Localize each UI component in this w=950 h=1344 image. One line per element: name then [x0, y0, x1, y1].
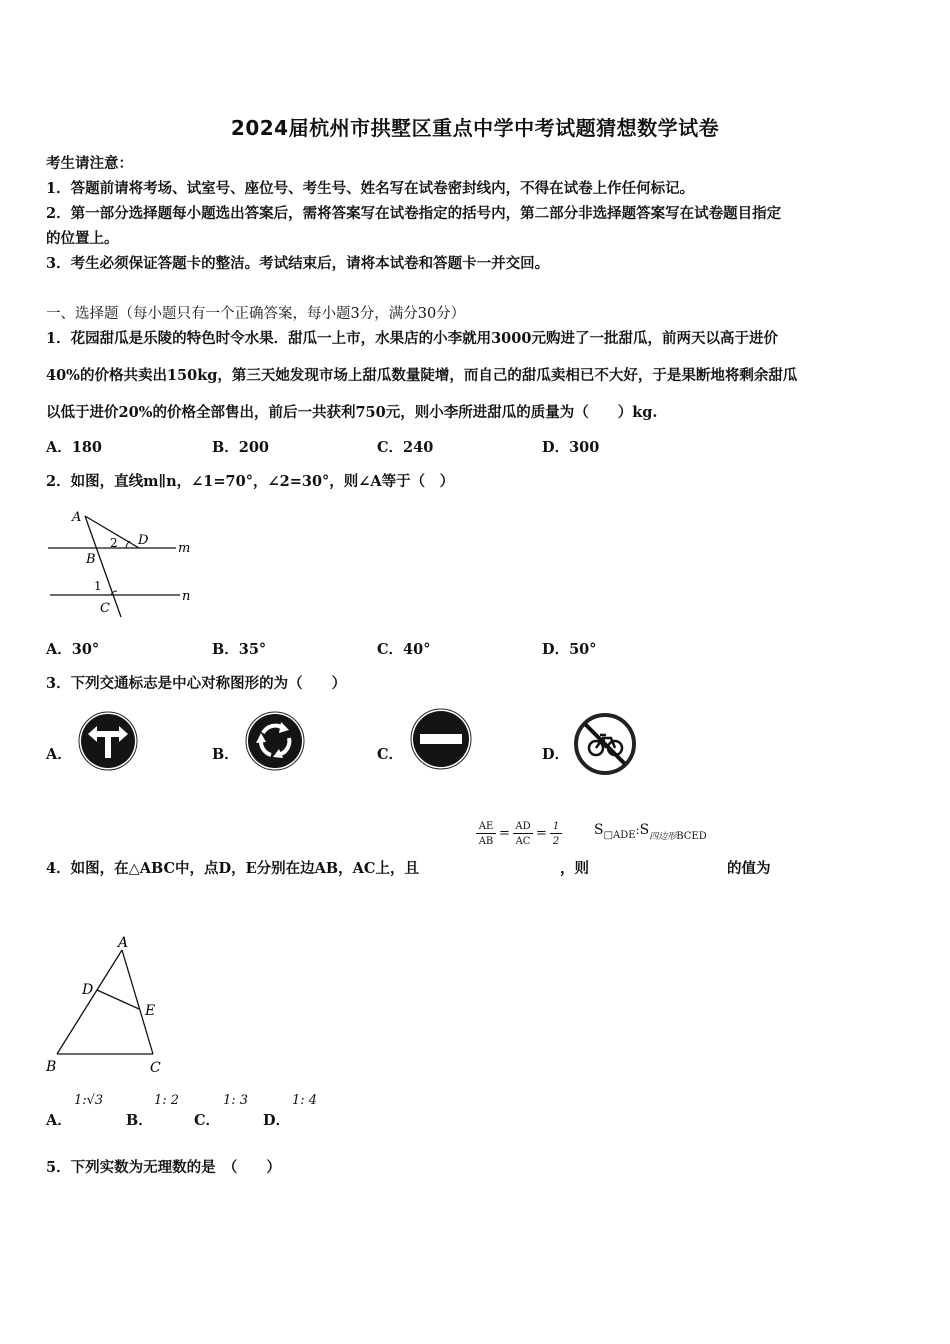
label-a: A: [72, 510, 82, 525]
area-colon: :: [635, 823, 640, 837]
notice-heading: 考生请注意：: [46, 155, 133, 172]
area-sub2a: 四边形: [649, 832, 677, 842]
no-bicycle-sign-icon: [574, 713, 636, 775]
area-s1: S: [594, 822, 604, 838]
q3-option-a-label: A．: [46, 746, 72, 763]
notice-item-2-cont: 的位置上。: [46, 230, 119, 247]
q1-line-2: 40%的价格共卖出150kg，第三天她发现市场上甜瓜数量陡增，而自己的甜瓜卖相已不大好，于是果断地将剩余甜瓜: [46, 367, 798, 384]
q1-option-c: C．240: [377, 439, 434, 456]
notice-item-3: 3．考生必须保证答题卡的整洁。考试结束后，请将本试卷和答题卡一并交回。: [46, 255, 550, 272]
f-eq-1: =: [499, 826, 510, 841]
label-d: D: [82, 982, 94, 998]
q4-option-d-label: D．: [263, 1112, 291, 1129]
f3-denominator: 2: [552, 836, 560, 847]
q5-stem: 5．下列实数为无理数的是 （ ）: [46, 1159, 281, 1176]
q3-option-c-label: C．: [377, 746, 404, 763]
q2-figure: [44, 505, 204, 620]
q4-option-d-value: 1: 4: [292, 1093, 318, 1108]
f1-numerator: AE: [476, 820, 496, 834]
q4-triangle-figure: [40, 930, 180, 1080]
q4-ratio-formula: [476, 820, 571, 854]
side-ab: [57, 950, 122, 1054]
q4-option-c-value: 1: 3: [223, 1093, 249, 1108]
page-title: 2024届杭州市拱墅区重点中学中考试题猜想数学试卷: [230, 116, 720, 140]
q4-area-ratio: [594, 822, 707, 850]
q3-stem: 3．下列交通标志是中心对称图形的为（ ）: [46, 675, 347, 692]
area-s2: S: [639, 822, 650, 838]
area-sub2b: BCED: [676, 831, 707, 842]
q2-option-c: C．40°: [377, 641, 431, 658]
f2-denominator: AC: [515, 836, 531, 847]
q4-option-b-value: 1: 2: [154, 1093, 180, 1108]
notice-item-2: 2．第一部分选择题每小题选出答案后，需将答案写在试卷指定的括号内，第二部分非选择题答案写在试卷题目指定: [46, 205, 782, 222]
q4-option-b-label: B．: [126, 1112, 153, 1129]
q4-stem-start: 4．如图，在△ABC中，点D，E分别在边AB，AC上，且: [46, 860, 419, 877]
label-b: B: [46, 1059, 57, 1075]
label-e: E: [145, 1003, 156, 1019]
q4-option-a-value: 1:√3: [74, 1093, 104, 1108]
q4-option-a-label: A．: [46, 1112, 72, 1129]
f-eq-2: =: [536, 826, 547, 841]
label-c: C: [150, 1060, 161, 1076]
label-angle-1: 1: [94, 579, 102, 593]
q2-stem: 2．如图，直线m∥n，∠1=70°，∠2=30°，则∠A等于（ ）: [46, 473, 455, 490]
q3-option-d-label: D．: [542, 746, 570, 763]
turn-left-right-sign-icon: [78, 711, 138, 771]
roundabout-sign-icon: [245, 711, 305, 771]
q1-line-3: 以低于进价20%的价格全部售出，前后一共获利750元，则小李所进甜瓜的质量为（ ）kg.: [46, 404, 658, 421]
label-m: m: [178, 541, 191, 556]
q1-line-1: 1．花园甜瓜是乐陵的特色时令水果．甜瓜一上市，水果店的小李就用3000元购进了一批甜瓜，前两天以高于进价: [46, 330, 778, 347]
f2-numerator: AD: [513, 820, 533, 834]
q1-option-b: B．200: [212, 439, 270, 456]
q2-option-a: A．30°: [46, 641, 100, 658]
segment-de: [97, 990, 139, 1009]
no-entry-sign-icon: [410, 708, 472, 770]
area-sub1: □ADE: [603, 830, 636, 841]
q2-option-d: D．50°: [542, 641, 597, 658]
label-a: A: [118, 935, 129, 951]
section-heading: 一、选择题（每小题只有一个正确答案，每小题3分，满分30分）: [46, 306, 466, 322]
label-c: C: [100, 601, 110, 616]
notice-item-1: 1．答题前请将考场、试室号、座位号、考生号、姓名写在试卷密封线内，不得在试卷上作任何标记。: [46, 180, 695, 197]
label-n: n: [182, 589, 191, 604]
q4-option-c-label: C．: [194, 1112, 221, 1129]
q1-option-d: D．300: [542, 439, 600, 456]
q4-stem-end: 的值为: [727, 860, 771, 877]
q3-option-b-label: B．: [212, 746, 239, 763]
f3-numerator: 1: [550, 820, 562, 834]
label-angle-2: 2: [110, 536, 118, 550]
label-d: D: [138, 533, 149, 548]
f1-denominator: AB: [478, 836, 494, 847]
q4-stem-mid: ，则: [560, 860, 589, 877]
label-b: B: [86, 552, 96, 567]
side-ac: [122, 950, 156, 1054]
q2-option-b: B．35°: [212, 641, 267, 658]
q1-option-a: A．180: [46, 439, 103, 456]
